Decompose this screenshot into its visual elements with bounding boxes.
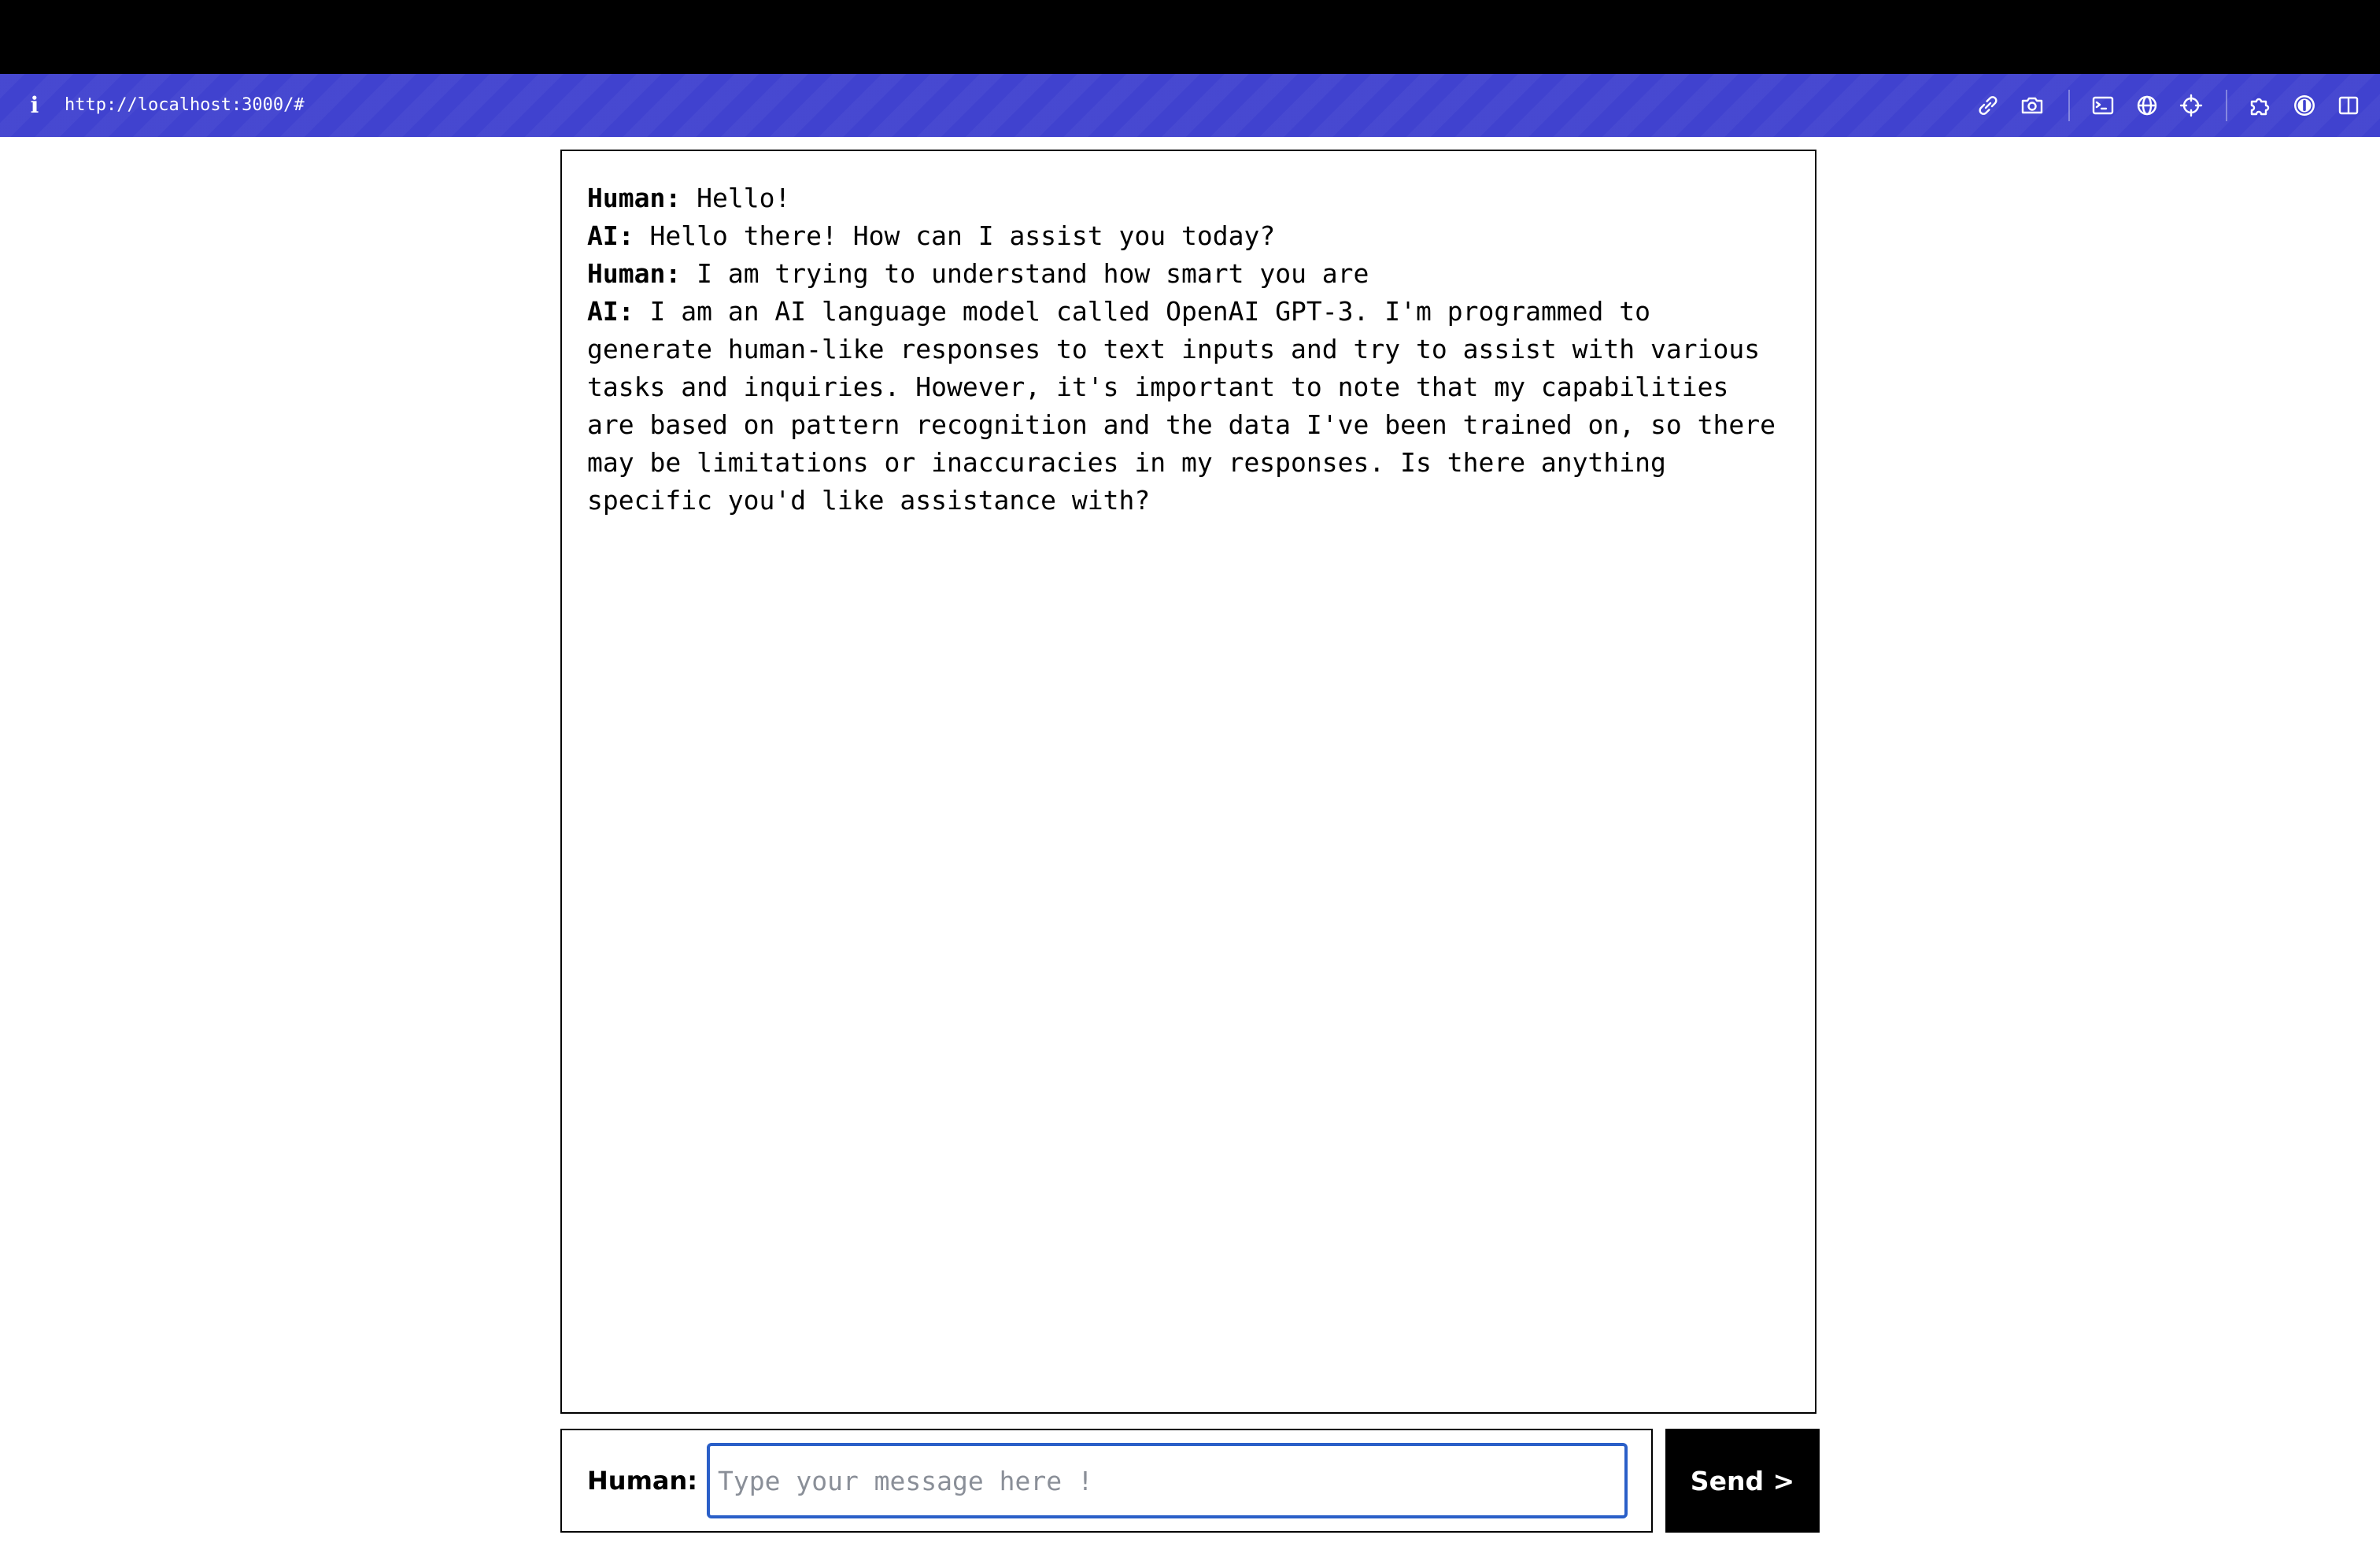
terminal-icon[interactable]: [2087, 90, 2119, 121]
send-button[interactable]: Send >: [1665, 1429, 1820, 1533]
composer-label: Human:: [587, 1466, 698, 1496]
info-icon[interactable]: i: [30, 92, 39, 118]
crosshair-icon[interactable]: [2175, 90, 2207, 121]
message-speaker: AI:: [587, 296, 634, 327]
link-icon[interactable]: [1972, 90, 2004, 121]
window-top-bar: [0, 0, 2380, 74]
toolbar-separator: [2068, 90, 2070, 121]
message-text: I am an AI language model called OpenAI GPT-3. I'm programmed to generate human-like responses to text inputs and try to assist with various tasks and inquiries. However, it's important to note that my capabilities are based on pattern recognition and the data I've been trained on, so there may be limitations or inaccuracies in my responses. Is there anything specific you'd like assistance with?: [587, 296, 1791, 516]
extension-icon[interactable]: [2245, 90, 2276, 121]
message-input[interactable]: [707, 1443, 1628, 1518]
sidebar-toggle-icon[interactable]: [2333, 90, 2364, 121]
chat-message: [587, 255, 1790, 293]
message-speaker: Human:: [587, 183, 682, 213]
url-text[interactable]: http://localhost:3000/#: [65, 95, 305, 115]
chat-message: [587, 217, 1790, 255]
message-text: I am trying to understand how smart you are: [697, 258, 1369, 289]
message-speaker: AI:: [587, 220, 634, 251]
message-text: Hello there! How can I assist you today?: [649, 220, 1276, 251]
toolbar-separator: [2226, 90, 2227, 121]
globe-icon[interactable]: [2131, 90, 2163, 121]
message-text: Hello!: [697, 183, 791, 213]
message-speaker: Human:: [587, 258, 682, 289]
camera-icon[interactable]: [2016, 90, 2048, 121]
chat-message: [587, 293, 1790, 520]
chat-message: [587, 179, 1790, 217]
password-manager-icon[interactable]: [2289, 90, 2320, 121]
message-composer: [560, 1429, 1653, 1533]
browser-url-bar: [0, 74, 2380, 137]
chat-log[interactable]: [560, 150, 1816, 1414]
